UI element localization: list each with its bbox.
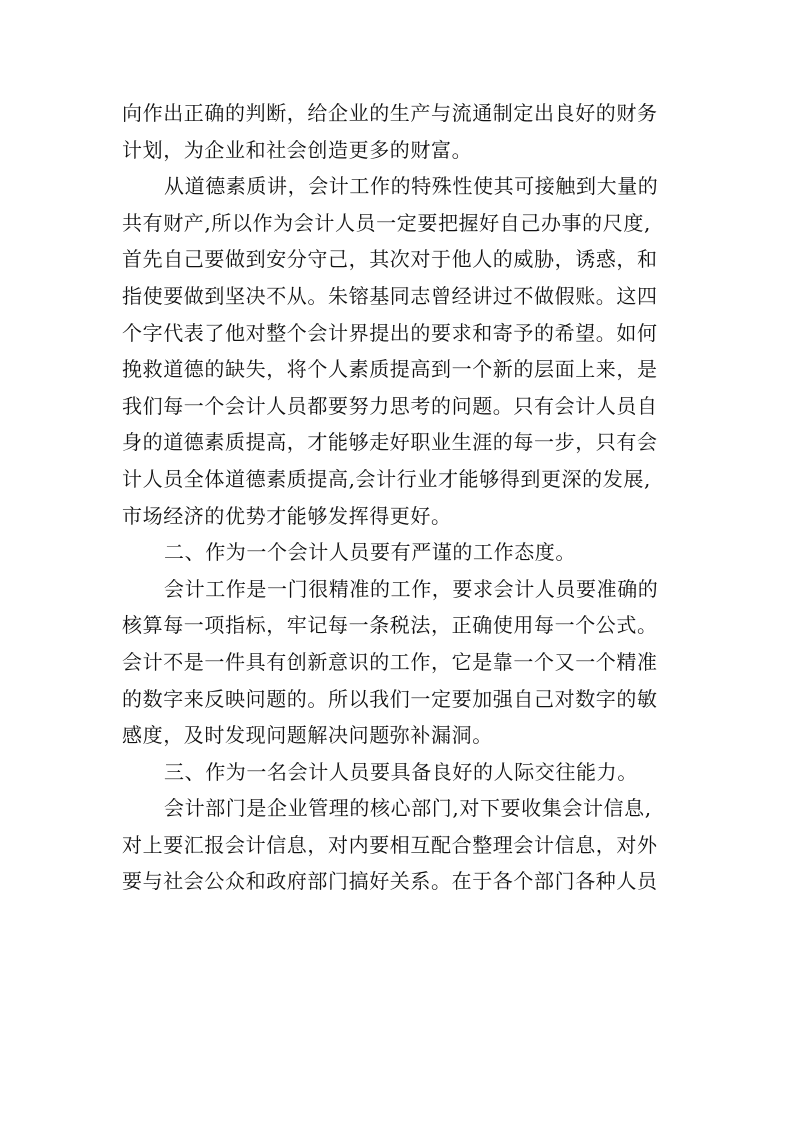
paragraph-line: 市场经济的优势才能够发挥得更好。 — [122, 503, 452, 528]
paragraph — [122, 754, 688, 791]
paragraph-line: 个字代表了他对整个会计界提出的要求和寄予的希望。如何 — [122, 320, 658, 345]
paragraph-line: 首先自己要做到安分守己，其次对于他人的威胁，诱惑，和 — [122, 247, 658, 272]
paragraph-line: 二、作为一个会计人员要有严谨的工作态度。 — [164, 540, 576, 565]
paragraph-line: 核算每一项指标，牢记每一条税法，正确使用每一个公式。 — [122, 613, 658, 638]
paragraph-line: 计划，为企业和社会创造更多的财富。 — [122, 137, 473, 162]
paragraph — [122, 95, 688, 168]
paragraph-line: 身的道德素质提高，才能够走好职业生涯的每一步，只有会 — [122, 430, 658, 455]
paragraph-line: 共有财产,所以作为会计人员一定要把握好自己办事的尺度, — [122, 210, 651, 235]
paragraph-line: 对上要汇报会计信息，对内要相互配合整理会计信息，对外 — [122, 832, 658, 857]
paragraph-line: 三、作为一名会计人员要具备良好的人际交往能力。 — [164, 759, 638, 784]
paragraph — [122, 168, 688, 534]
paragraph-line: 从道德素质讲，会计工作的特殊性使其可接触到大量的 — [164, 174, 659, 199]
paragraph-line: 挽救道德的缺失，将个人素质提高到一个新的层面上来，是 — [122, 357, 658, 382]
paragraph-line: 计人员全体道德素质提高,会计行业才能够得到更深的发展, — [122, 466, 651, 491]
paragraph-line: 会计工作是一门很精准的工作，要求会计人员要准确的 — [164, 576, 659, 601]
paragraph-line: 我们每一个会计人员都要努力思考的问题。只有会计人员自 — [122, 393, 658, 418]
paragraph-line: 要与社会公众和政府部门搞好关系。在于各个部门各种人员 — [122, 869, 658, 894]
paragraph-line: 会计不是一件具有创新意识的工作，它是靠一个又一个精准 — [122, 649, 658, 674]
paragraph — [122, 790, 688, 900]
paragraph-line: 会计部门是企业管理的核心部门,对下要收集会计信息, — [164, 796, 652, 821]
paragraph — [122, 534, 688, 571]
paragraph-line: 的数字来反映问题的。所以我们一定要加强自己对数字的敏 — [122, 686, 658, 711]
paragraph-line: 向作出正确的判断，给企业的生产与流通制定出良好的财务 — [122, 101, 658, 125]
paragraph-line: 指使要做到坚决不从。朱镕基同志曾经讲过不做假账。这四 — [122, 283, 658, 308]
paragraph-line: 感度，及时发现问题解决问题弥补漏洞。 — [122, 723, 493, 748]
paragraph — [122, 571, 688, 754]
document-body — [122, 95, 688, 900]
